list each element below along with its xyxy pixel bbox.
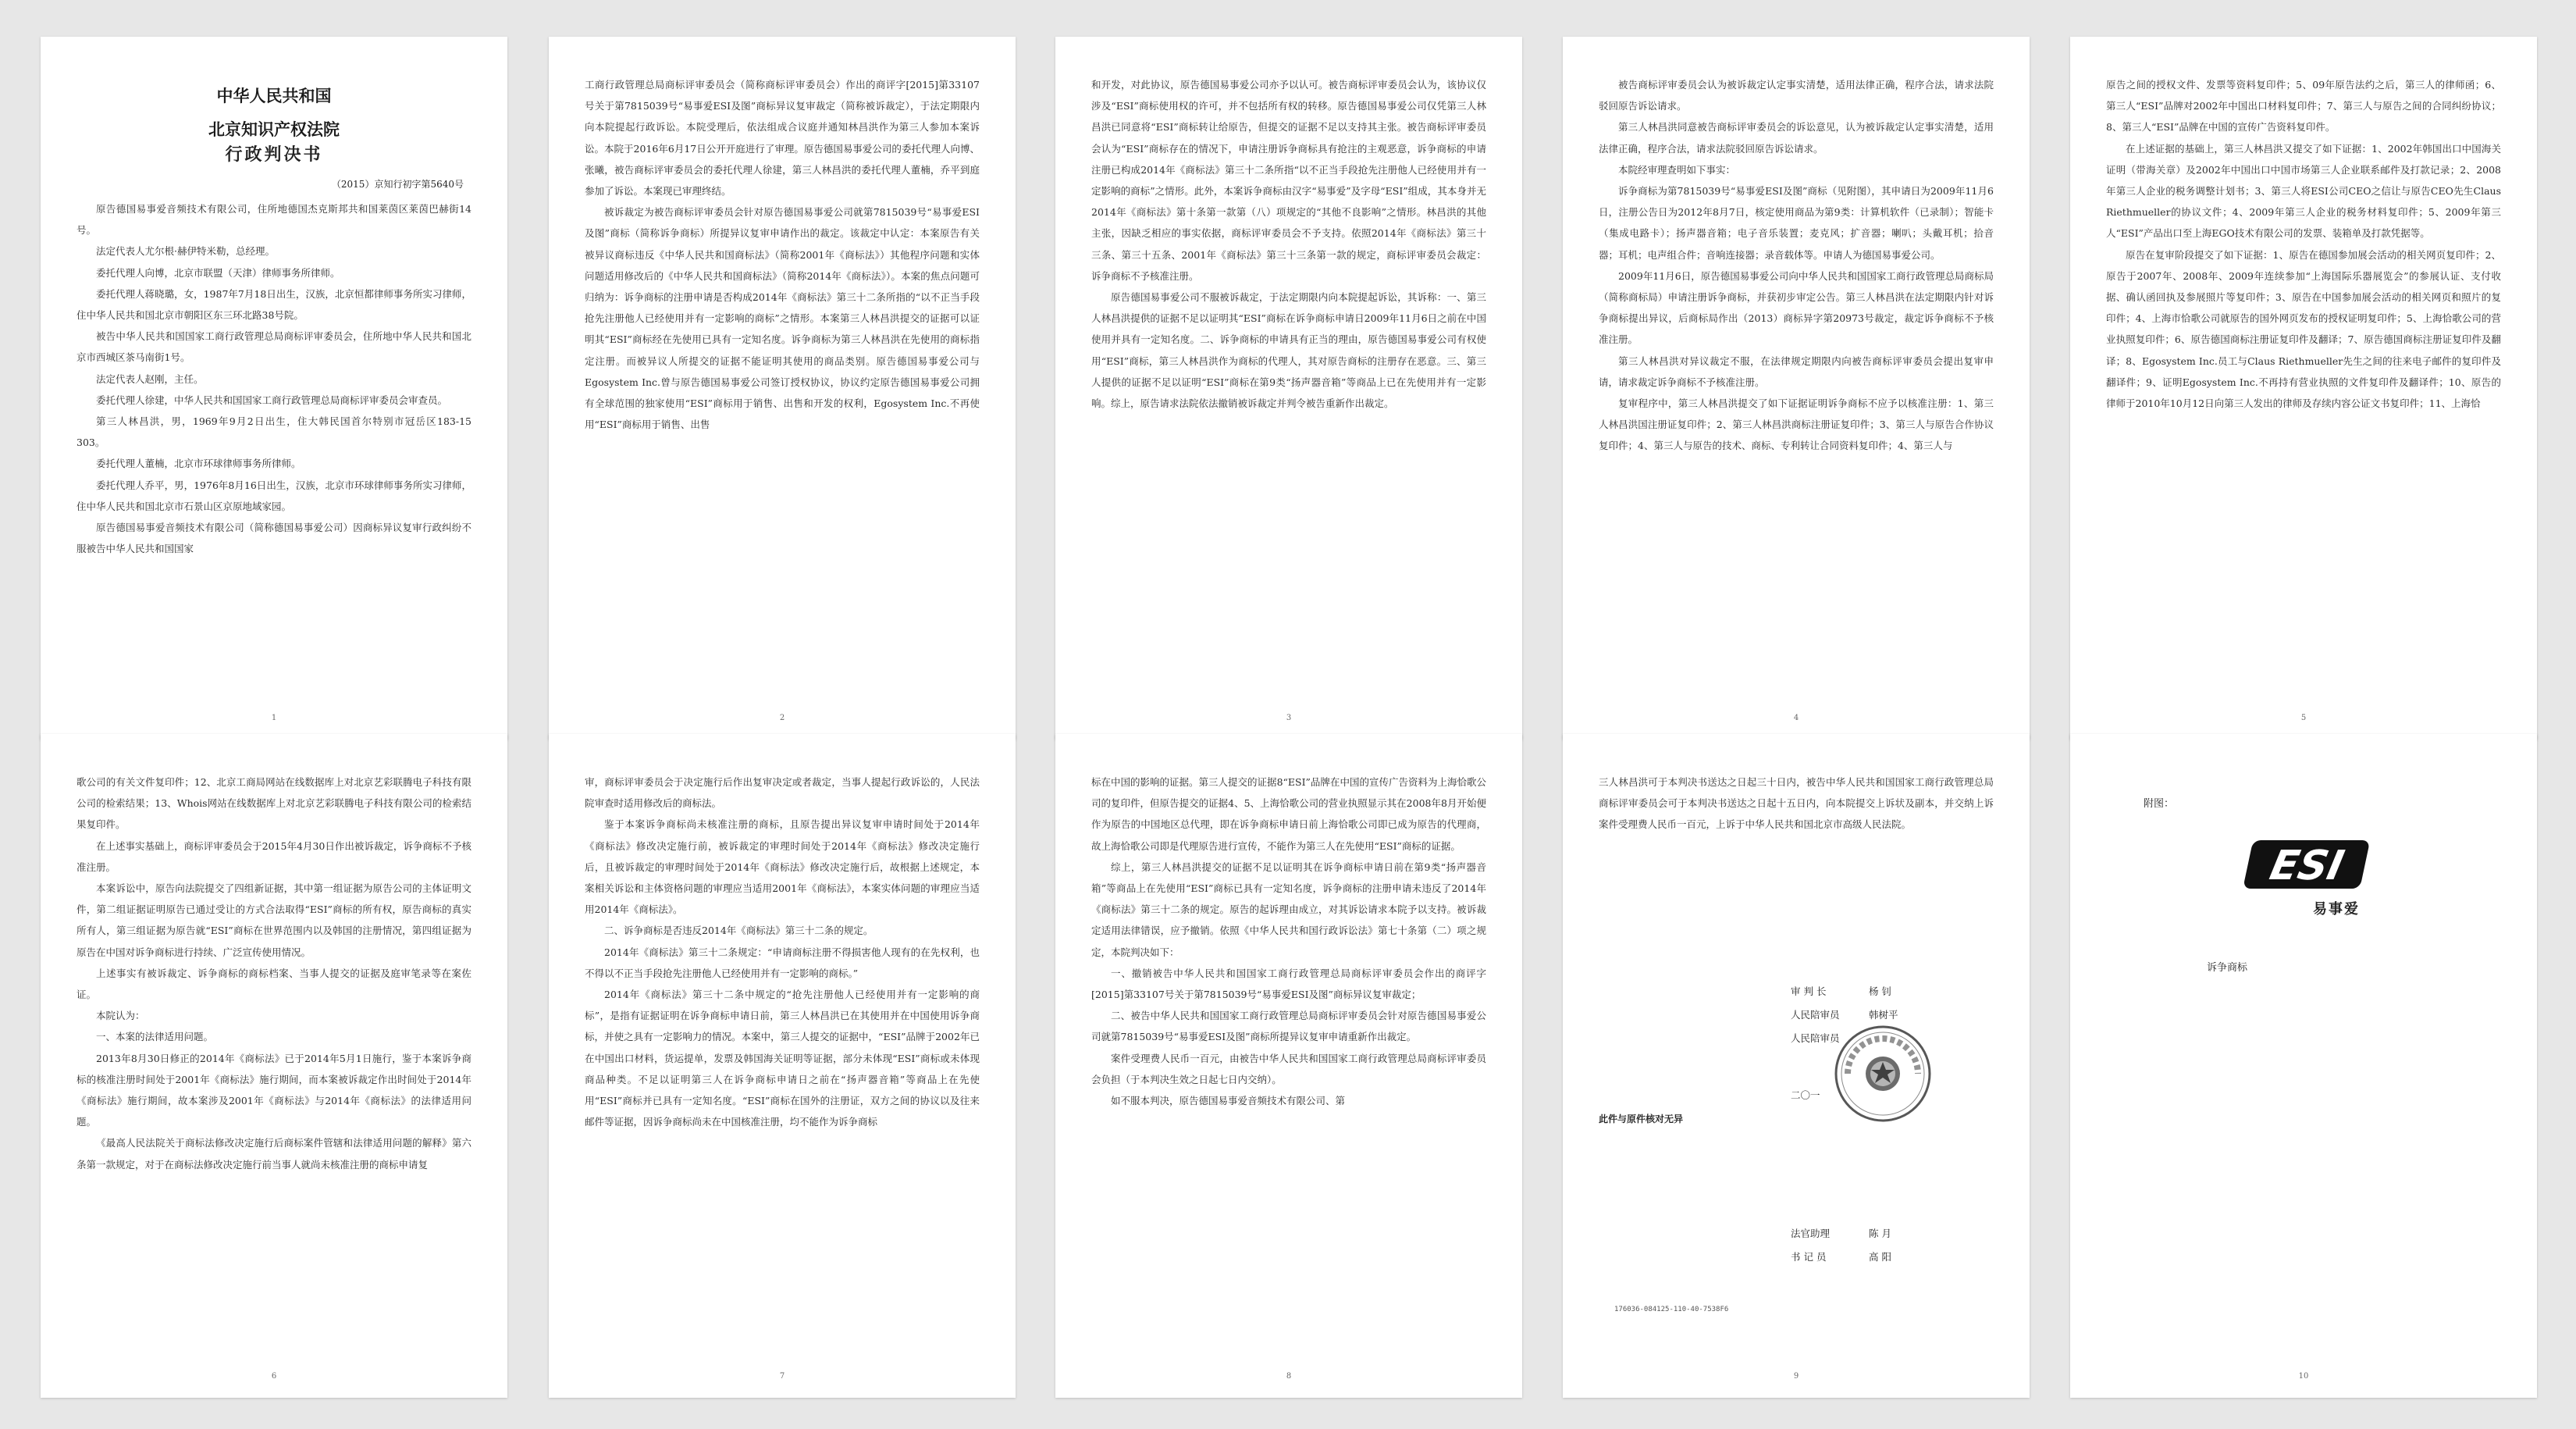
- paragraph: 三人林昌洪可于本判决书送达之日起三十日内，被告中华人民共和国国家工商行政管理总局商标评审委员会可于本判决书送达之日起十五日内，向本院提交上诉状及副本，并交纳上诉案件受理费人民币一百元，上诉于中华人民共和国北京市高级人民法院。: [1599, 776, 1994, 831]
- paragraph: 二、被告中华人民共和国国家工商行政管理总局商标评审委员会针对原告德国易事爱公司就第7815039号“易事爱ESI及图”商标所提异议复审申请重新作出裁定。: [1091, 1010, 1486, 1043]
- attachment-label: 附图：: [2144, 798, 2175, 810]
- paragraph: 被告中华人民共和国国家工商行政管理总局商标评审委员会，住所地中华人民共和国北京市西城区茶马南街1号。: [76, 330, 471, 364]
- logo-chinese-name: 易事爱: [2313, 901, 2360, 918]
- court-name: 北京知识产权法院: [208, 119, 340, 139]
- clerk-title: 书 记 员: [1791, 1251, 1827, 1263]
- paragraph: 2013年8月30日修正的2014年《商标法》已于2014年5月1日施行，鉴于本案诉争商标的核准注册时间处于2001年《商标法》施行期间，而本案被诉裁定作出时间处于2014年《商标法》施行期间，故本案涉及2001年《商标法》与2014年《商标法》的法律适用问题。: [76, 1052, 471, 1128]
- judge-name: 杨 钊: [1869, 985, 1891, 997]
- paragraph: 工商行政管理总局商标评审委员会（简称商标评审委员会）作出的商评字[2015]第33107号关于第7815039号“易事爱ESI及图”商标异议复审裁定（简称被诉裁定），于法定期限内向本院提起行政诉讼。本院受理后，依法组成合议庭并通知林昌洪作为第三人参加本案诉讼。本院于2016年6月17日公开开庭进行了审理。原告德国易事爱公司的委托代理人向博、张曦，被告商标评审委员会的委托代理人徐建，第三人林昌洪的委托代理人董楠，乔平到庭参加了诉讼。本案现已审理终结。: [585, 79, 980, 198]
- page-number: 4: [1793, 714, 1799, 722]
- paragraph: 一、本案的法律适用问题。: [96, 1031, 214, 1043]
- assistant-title: 法官助理: [1791, 1228, 1831, 1239]
- paragraph: 委托代理人向博，北京市联盟（天津）律师事务所律师。: [96, 266, 340, 279]
- paragraph: 原告德国易事爱音频技术有限公司，住所地德国杰克斯邦共和国莱茵区莱茵巴赫街14号。: [76, 203, 471, 237]
- paragraph: 本案诉讼中，原告向法院提交了四组新证据，其中第一组证据为原告公司的主体证明文件，第二组证据证明原告已通过受让的方式合法取得“ESI”商标的所有权，原告商标的真实所有人，第三组证据为原告就“ESI”商标在世界范围内以及韩国的注册情况，第四组证据为原告在中国对诉争商标进行持续、广泛宣传使用情况。: [76, 882, 471, 958]
- document-page-1: [41, 37, 507, 739]
- paragraph: 在上述证据的基础上，第三人林昌洪又提交了如下证据：1、2002年韩国出口中国海关证明（带海关章）及2002年中国出口中国市场第三人企业联系邮件及打款记录；2、2008年第三人企业的税务调整计划书；3、第三人将ESI公司CEO之信让与原告CEO先生Claus Riethmueller的协议文件；4、2009年第三人企业的税务材料复印件；5、2009年第三人“ESI”产品出口至上海EGO技术有限公司的发票、装箱单及打款凭据等。: [2106, 142, 2501, 240]
- paragraph: 原告德国易事爱音频技术有限公司（简称德国易事爱公司）因商标异议复审行政纠纷不服被告中华人民共和国国家: [76, 522, 471, 555]
- paragraph: 歌公司的有关文件复印件；12、北京工商局网站在线数据库上对北京艺彩联腾电子科技有限公司的检索结果；13、Whois网站在线数据库上对北京艺彩联腾电子科技有限公司的检索结果复印件。: [76, 776, 471, 831]
- country-name: 中华人民共和国: [216, 86, 332, 105]
- paragraph: 和开发，对此协议，原告德国易事爱公司亦予以认可。被告商标评审委员会认为，该协议仅涉及“ESI”商标使用权的许可，并不包括所有权的转移。原告德国易事爱公司仅凭第三人林昌洪已同意将“ESI”商标转让给原告，但提交的证据不足以支持其主张。被告商标评审委员会认为“ESI”商标存在的情况下，申请注册诉争商标具有抢注的主观恶意，诉争商标的申请注册已构成2014年《商标法》第三十二条所指“以不正当手段抢先注册他人已经使用并有一定影响的商标”之情形。此外，本案诉争商标由汉字“易事爱”及字母“ESI”组成，其本身并无2014年《商标法》第十条第一款第（八）项规定的“其他不良影响”之情形。林昌洪的其他主张，因缺乏相应的事实依据，商标评审委员会不予支持。依照2014年《商标法》第三十三条、第三十五条、2001年《商标法》第三十三条第一款的规定，商标评审委员会裁定：诉争商标不予核准注册。: [1091, 79, 1486, 282]
- court-seal-icon: [1832, 1023, 1934, 1124]
- document-page-4: [1563, 37, 2030, 739]
- court-seal: [1832, 1023, 1934, 1128]
- paragraph: 委托代理人蒋晓璐，女，1987年7月18日出生，汉族，北京恒都律师事务所实习律师，住中华人民共和国北京市朝阳区东三环北路38号院。: [76, 287, 471, 322]
- paragraph: 诉争商标为第7815039号“易事爱ESI及图”商标（见附图），其申请日为2009年11月6日，注册公告日为2012年8月7日，核定使用商品为第9类：计算机软件（已录制）；智能卡（集成电路卡）；扬声器音箱；电子音乐装置；麦克风；扩音器；喇叭；头戴耳机；拾音器；耳机；电声组合件；音响连接器；录音载体等。申请人为德国易事爱公司。: [1599, 185, 1994, 261]
- paragraph: 原告德国易事爱公司不服被诉裁定，于法定期限内向本院提起诉讼，其诉称：一、第三人林昌洪提供的证据不足以证明其“ESI”商标在诉争商标申请日2009年11月6日之前在中国使用并具有一定知名度。二、诉争商标的申请具有正当的理由，原告德国易事爱公司有权使用“ESI”商标，第三人林昌洪作为商标的代理人，其对原告商标的注册存在恶意。三、第三人提供的证据不足以证明“ESI”商标在第9类“扬声器音箱”等商品上已在先使用并有一定影响。综上，原告请求法院依法撤销被诉裁定并判令被告重新作出裁定。: [1091, 291, 1486, 410]
- page-number: 6: [271, 1372, 277, 1381]
- judgment-date: 二〇一: [1791, 1089, 1820, 1101]
- assistant-name: 陈 月: [1869, 1228, 1891, 1239]
- case-number: （2015）京知行初字第5640号: [331, 179, 464, 190]
- juror-title: 人民陪审员: [1791, 1009, 1840, 1021]
- juror-title-2: 人民陪审员: [1791, 1032, 1840, 1044]
- document-page-8: [1055, 734, 1522, 1398]
- document-page-3: [1055, 37, 1522, 739]
- esi-logo-icon: [2239, 834, 2379, 896]
- document-type: 行政判决书: [225, 144, 323, 165]
- juror-name: 韩树平: [1869, 1009, 1898, 1021]
- judge-title: 审 判 长: [1791, 985, 1827, 997]
- paragraph: 标在中国的影响的证据。第三人提交的证据8“ESI”品牌在中国的宣传广告资料为上海恰歌公司的复印件，但原告提交的证据4、5、上海恰歌公司的营业执照显示其在2008年8月开始便作为原告的中国地区总代理，即在诉争商标申请日前上海恰歌公司即已成为原告的代理商，故上海恰歌公司即是代理原告进行宣传，不能作为第三人在先使用“ESI”商标的证据。: [1091, 776, 1486, 852]
- paragraph: 综上，第三人林昌洪提交的证据不足以证明其在诉争商标申请日前在第9类“扬声器音箱”等商品上在先使用“ESI”商标已具有一定知名度，诉争商标的注册申请未违反了2014年《商标法》第三十二条的规定。原告的起诉理由成立，对其诉讼请求本院予以支持。被诉裁定适用法律错误，应予撤销。依照《中华人民共和国行政诉讼法》第七十条第（二）项之规定，本院判决如下：: [1091, 861, 1486, 958]
- paragraph: 原告之间的授权文件、发票等资料复印件；5、09年原告法约之后，第三人的律师函；6、第三人“ESI”品牌对2002年中国出口材料复印件；7、第三人与原告之间的合同纠纷协议；8、第三人“ESI”品牌在中国的宣传广告资料复印件。: [2106, 79, 2501, 134]
- page-number: 10: [2298, 1372, 2309, 1381]
- verification-note: 此件与原件核对无异: [1599, 1114, 1684, 1124]
- paragraph: 法定代表人赵刚，主任。: [96, 372, 204, 385]
- document-page-2: [549, 37, 1016, 739]
- paragraph: 鉴于本案诉争商标尚未核准注册的商标，且原告提出异议复审申请时间处于2014年《商标法》修改决定施行前，被诉裁定的审理时间处于2014年《商标法》修改决定施行后，且被诉裁定的审理时间处于2014年《商标法》修改决定施行后，故根据上述规定，本案相关诉讼和主体资格问题的审理应当适用2001年《商标法》，本案实体问题的审理应当适用2014年《商标法》。: [585, 818, 980, 916]
- paragraph: 2014年《商标法》第三十二条规定：“申请商标注册不得损害他人现有的在先权利，也不得以不正当手段抢先注册他人已经使用并有一定影响的商标。”: [585, 946, 980, 979]
- paragraph: 委托代理人董楠，北京市环球律师事务所律师。: [96, 458, 301, 470]
- paragraph: 案件受理费人民币一百元，由被告中华人民共和国国家工商行政管理总局商标评审委员会负担（于本判决生效之日起七日内交纳）。: [1091, 1052, 1486, 1085]
- page-number: 3: [1286, 714, 1292, 722]
- paragraph: 在上述事实基础上，商标评审委员会于2015年4月30日作出被诉裁定，诉争商标不予核准注册。: [76, 839, 471, 873]
- logo-text: ESI: [2265, 842, 2348, 889]
- paragraph: 如不服本判决，原告德国易事爱音频技术有限公司、第: [1111, 1095, 1346, 1107]
- page-number: 8: [1286, 1372, 1292, 1381]
- paragraph: 本院经审理查明如下事实：: [1618, 163, 1736, 176]
- paragraph: 被告商标评审委员会认为被诉裁定认定事实清楚，适用法律正确，程序合法，请求法院驳回原告诉讼请求。: [1599, 79, 1994, 112]
- paragraph: 审，商标评审委员会于决定施行后作出复审决定或者裁定，当事人提起行政诉讼的，人民法院审查时适用修改后的商标法。: [585, 776, 980, 810]
- paragraph: 本院认为：: [96, 1010, 145, 1022]
- page-number: 9: [1793, 1372, 1799, 1381]
- document-page-6: [41, 734, 507, 1398]
- page-number: 7: [779, 1372, 785, 1381]
- paragraph: 委托代理人徐建，中华人民共和国国家工商行政管理总局商标评审委员会审查员。: [96, 394, 448, 406]
- paragraph: 原告在复审阶段提交了如下证据：1、原告在德国参加展会活动的相关网页复印件；2、原告于2007年、2008年、2009年连续参加“上海国际乐器展览会”的参展认证、支付收据、确认函回执及参展照片等复印件；3、原告在中国参加展会活动的相关网页和照片的复印件；4、上海市恰歌公司就原告的国外网页发布的授权证明复印件；5、上海恰歌公司的营业执照复印件；6、原告德国商标注册证复印件及翻译；7、原告德国商标注册证复印件及翻译；8、Egosystem Inc.员工与Claus Riethmueller先生之间的往来电子邮件的复印件及翻译件；9、证明Egosystem Inc.不再持有营业执照的文件复印件及翻译件；10、原告的律师于2010年10月12日向第三人发出的律师及存续内容公证文书复印件；11、上海恰: [2106, 248, 2501, 410]
- paragraph: 上述事实有被诉裁定、诉争商标的商标档案、当事人提交的证据及庭审笔录等在案佐证。: [76, 967, 471, 1001]
- paragraph: 法定代表人尤尔根·赫伊特米勒，总经理。: [96, 245, 275, 258]
- page-number: 2: [779, 714, 785, 722]
- trademark-image: [2239, 834, 2379, 918]
- page-number: 1: [271, 714, 277, 722]
- document-page-9: [1563, 734, 2030, 1398]
- paragraph: 复审程序中，第三人林昌洪提交了如下证据证明诉争商标不应予以核准注册：1、第三人林昌洪国注册证复印件；2、第三人林昌洪商标注册证复印件；3、第三人与原告合作协议复印件；4、第三人与原告的技术、商标、专利转让合同资料复印件；4、第三人与: [1599, 397, 1994, 452]
- paragraph: 2009年11月6日，原告德国易事爱公司向中华人民共和国国家工商行政管理总局商标局（简称商标局）申请注册诉争商标，并获初步审定公告。第三人林昌洪在法定期限内针对诉争商标提出异议，后商标局作出（2013）商标异字第20973号裁定，裁定诉争商标不予核准注册。: [1599, 269, 1994, 346]
- document-page-10: [2070, 734, 2537, 1398]
- disputed-trademark-label: 诉争商标: [2207, 962, 2248, 974]
- paragraph: 第三人林昌洪同意被告商标评审委员会的诉讼意见，认为被诉裁定认定事实清楚，适用法律正确，程序合法，请求法院驳回原告诉讼请求。: [1599, 121, 1994, 155]
- paragraph: 第三人林昌洪，男，1969年9月2日出生，住大韩民国首尔特别市冠岳区183-15 303。: [76, 415, 471, 449]
- page-number: 5: [2300, 714, 2307, 722]
- paragraph: 2014年《商标法》第三十二条中规定的“抢先注册他人已经使用并有一定影响的商标”，是指有证据证明在诉争商标申请日前，第三人林昌洪已在其使用并在中国使用诉争商标，并使之具有一定影响力的情况。本案中，第三人提交的证据中，“ESI”品牌于2002年已在中国出口材料，货运提单，发票及韩国海关证明等证据，部分未体现“ESI”商标或未体现商品种类。不足以证明第三人在诉争商标申请日之前在“扬声器音箱”等商品上在先使用“ESI”商标并已具有一定知名度。“ESI”商标在国外的注册证，双方之间的协议以及往来邮件等证据，因诉争商标尚未在中国核准注册，均不能作为诉争商标: [585, 989, 980, 1128]
- paragraph: 一、撤销被告中华人民共和国国家工商行政管理总局商标评审委员会作出的商评字[2015]第33107号关于第7815039号“易事爱ESI及图”商标异议复审裁定；: [1091, 967, 1486, 1001]
- document-barcode-number: 176036-084125-110-40-7538F6: [1614, 1306, 1729, 1313]
- paragraph: 《最高人民法院关于商标法修改决定施行后商标案件管辖和法律适用问题的解释》第六条第一款规定，对于在商标法修改决定施行前当事人就尚未核准注册的商标申请复: [76, 1137, 471, 1171]
- paragraph: 被诉裁定为被告商标评审委员会针对原告德国易事爱公司就第7815039号“易事爱ESI及图”商标（简称诉争商标）所提异议复审申请作出的裁定。该裁定中认定：本案原告有关被异议商标违反《中华人民共和国商标法》（简称2001年《商标法》）其他程序问题和实体问题适用修改后的《中华人民共和国商标法》（简称2014年《商标法》）。本案的焦点问题可归纳为：诉争商标的注册申请是否构成2014年《商标法》第三十二条所指的“以不正当手段抢先注册他人已经使用并有一定影响的商标”之情形。本案第三人林昌洪提交的证据可以证明其“ESI”商标经在先使用已具有一定知名度。诉争商标为第三人林昌洪在先使用的商标指定注册。而被异议人所提交的证据不能证明其使用的商品类别。原告德国易事爱公司与Egosystem Inc.曾与原告德国易事爱公司签订授权协议，协议约定原告德国易事爱公司拥有全球范围的独家使用“ESI”商标用于销售、出售和开发的权利，Egosystem Inc.不再使用“ESI”商标用于销售、出售: [585, 206, 980, 431]
- paragraph: 第三人林昌洪对异议裁定不服，在法律规定期限内向被告商标评审委员会提出复审申请，请求裁定诉争商标不予核准注册。: [1599, 355, 1994, 388]
- paragraph: 委托代理人乔平，男，1976年8月16日出生，汉族，北京市环球律师事务所实习律师，住中华人民共和国北京市石景山区京原地域家园。: [76, 479, 471, 512]
- clerk-name: 高 阳: [1869, 1251, 1891, 1263]
- document-page-5: [2070, 37, 2537, 739]
- document-page-7: [549, 734, 1016, 1398]
- paragraph: 二、诉争商标是否违反2014年《商标法》第三十二条的规定。: [604, 925, 873, 937]
